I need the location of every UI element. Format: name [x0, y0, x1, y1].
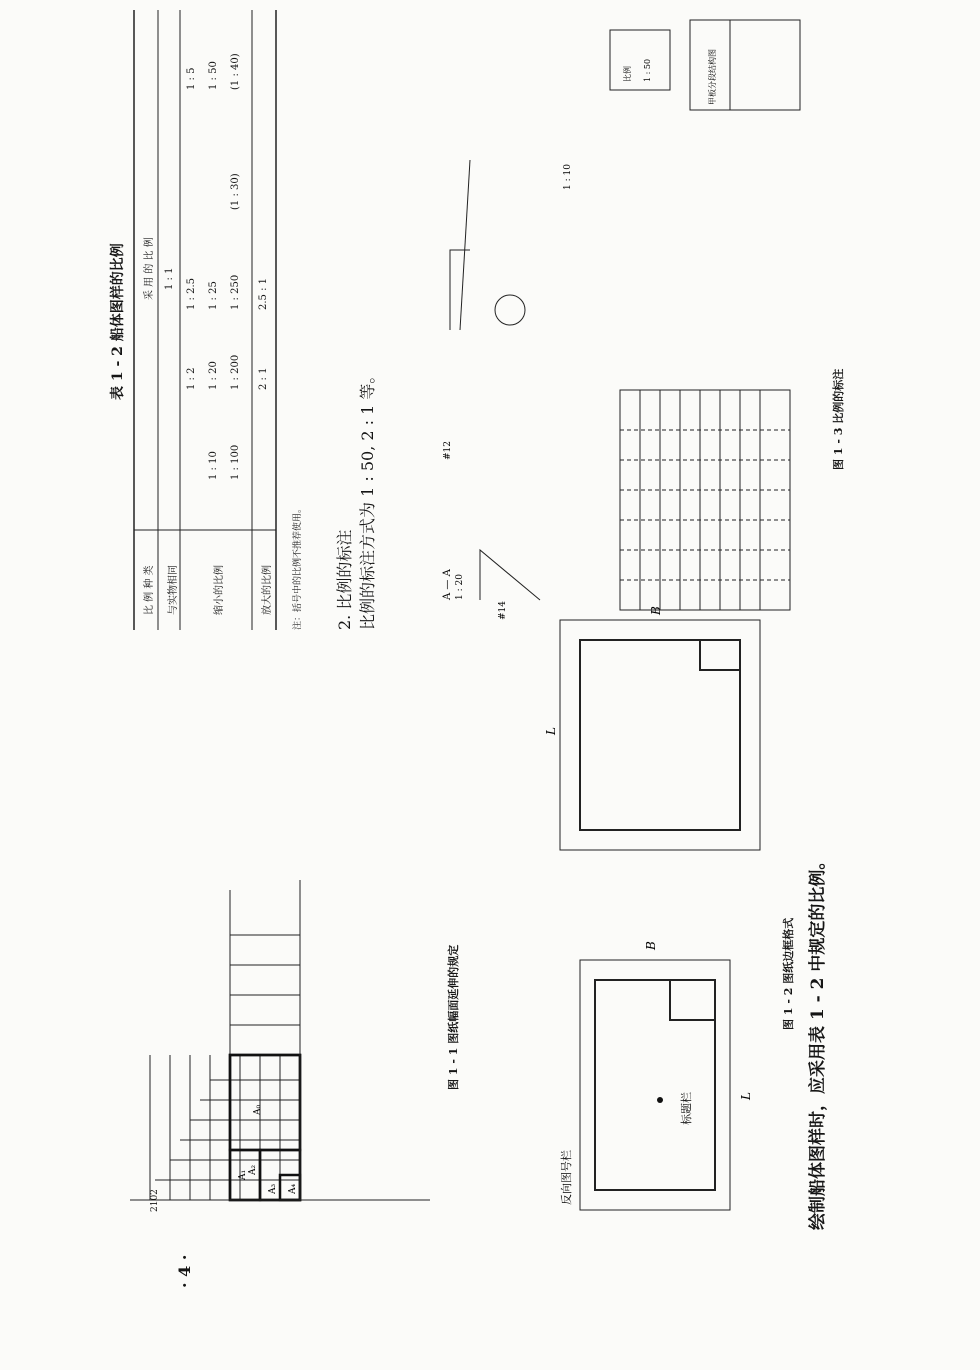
row-reduce-label: 缩小的比例: [214, 565, 225, 615]
fig3-block-title: 甲板分段结构图: [708, 49, 717, 105]
reduce-value: 1 : 2: [186, 367, 197, 390]
fig1-caption: 图 1 - 1 图纸幅面延伸的规定: [447, 944, 460, 1090]
header-kind: 比 例 种 类: [144, 565, 155, 615]
scale-table-block: [110, 10, 320, 630]
reduce-value: 1 : 20: [208, 361, 219, 390]
y-tick: 2102: [150, 1189, 160, 1212]
dim-l-left: L: [739, 1092, 753, 1100]
dim-b-right: B: [649, 606, 663, 615]
fig1-paper-size-grid: [130, 880, 430, 1220]
reduce-value: 1 : 10: [208, 451, 219, 480]
reduce-value: (1 : 40): [230, 53, 241, 90]
row-enlarge-label: 放大的比例: [262, 565, 273, 615]
section2-body: 比例的标注方式为 1 : 50, 2 : 1 等。: [358, 367, 377, 630]
reverse-number-label: 反向图号栏: [560, 1150, 573, 1205]
reduce-value: 1 : 50: [208, 61, 219, 90]
bottom-sentence: 绘制船体图样时，应采用表 1 - 2 中规定的比例。: [808, 852, 828, 1230]
fig3-block-scale: 1 : 50: [643, 58, 652, 82]
section2-heading: 2. 比例的标注: [335, 529, 354, 630]
page-number: · 4 ·: [175, 1254, 194, 1288]
reduce-value: 1 : 250: [230, 274, 241, 310]
enlarge-value: 2.5 : 1: [258, 278, 269, 310]
fig1-y-ticks: [150, 1162, 160, 1212]
fig1-2-frame-formats: [540, 590, 770, 1230]
title-block-label: 标题栏: [680, 1092, 693, 1125]
fig3-label-14: #14: [498, 601, 508, 620]
fig3-caption: 图 1 - 3 比例的标注: [832, 368, 845, 470]
row-same-value: 1 : 1: [164, 267, 175, 290]
table-title: 表 1 - 2 船体图样的比例: [110, 243, 126, 400]
dim-b-left: B: [644, 941, 658, 950]
reduce-value: 1 : 2.5: [186, 278, 197, 310]
reduce-value: 1 : 25: [208, 281, 219, 310]
label-a3: A₃: [268, 1183, 278, 1194]
header-scale: 采 用 的 比 例: [144, 237, 155, 300]
fig1-3-scale-marking: [420, 10, 810, 630]
fig3-label-12: #12: [443, 441, 453, 460]
table-note: 注：括号中的比例不推荐使用。: [293, 503, 303, 630]
enlarge-value: 2 : 1: [258, 367, 269, 390]
row-same-label: 与实物相同: [168, 565, 179, 615]
reduce-value: (1 : 30): [230, 173, 241, 210]
fig3-section-label: A — A: [442, 569, 453, 600]
label-a2: A₂: [248, 1164, 258, 1175]
fig2-caption: 图 1 - 2 图纸边框格式: [782, 917, 795, 1030]
fig3-scale-10: 1 : 10: [563, 164, 573, 190]
label-a0: A₀: [253, 1104, 263, 1115]
label-a4: A₄: [288, 1183, 298, 1194]
fig3-section-scale: 1 : 20: [455, 574, 465, 600]
reduce-value: 1 : 5: [186, 67, 197, 90]
reduce-value: 1 : 100: [230, 444, 241, 480]
fig3-block-scale-label: 比例: [623, 66, 632, 82]
label-a1: A₁: [238, 1169, 248, 1180]
reduce-value: 1 : 200: [230, 354, 241, 390]
dim-l-right: L: [544, 727, 558, 735]
table-lines: [132, 10, 282, 630]
